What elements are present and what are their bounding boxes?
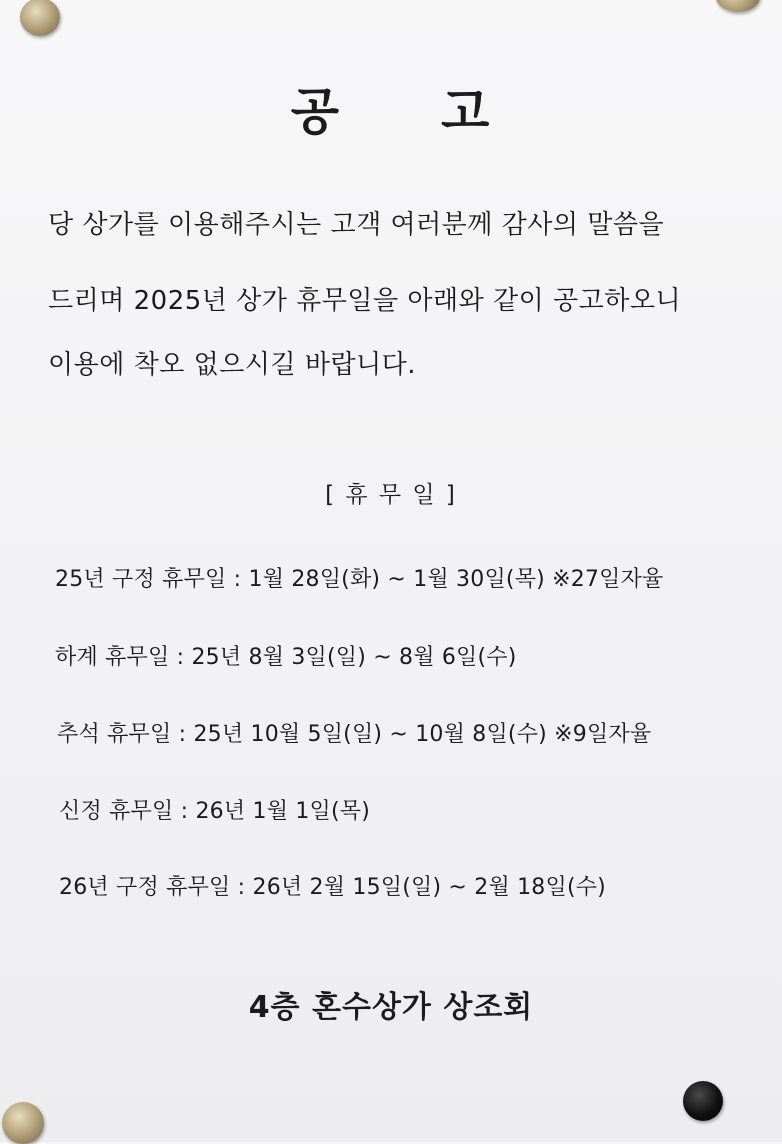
intro-line-3: 이용에 착오 없으시길 바랍니다. (48, 350, 417, 380)
title-char-2: 고 (441, 83, 492, 141)
notice-title (0, 72, 782, 144)
thumbtack-bottom-left (2, 1102, 44, 1144)
holiday-new-year: 신정 휴무일 : 26년 1월 1일(목) (59, 799, 371, 824)
title-char-1: 공 (290, 83, 341, 141)
thumbtack-top-left (20, 0, 60, 36)
thumbtack-bottom-right (683, 1081, 723, 1121)
holiday-chuseok: 추석 휴무일 : 25년 10월 5일(일) ~ 10월 8일(수) ※9일자율 (57, 722, 652, 747)
intro-line-2: 드리며 2025년 상가 휴무일을 아래와 같이 공고하오니 (48, 286, 682, 316)
holiday-section-header: [ 휴 무 일 ] (325, 482, 457, 508)
issuer-signature: 4층 혼수상가 상조회 (248, 990, 534, 1025)
holiday-summer: 하계 휴무일 : 25년 8월 3일(일) ~ 8월 6일(수) (55, 645, 517, 670)
holiday-lunar-new-year-2026: 26년 구정 휴무일 : 26년 2월 15일(일) ~ 2월 18일(수) (59, 875, 606, 900)
holiday-lunar-new-year-2025: 25년 구정 휴무일 : 1월 28일(화) ~ 1월 30일(목) ※27일자율 (55, 567, 664, 592)
thumbtack-top-right (716, 0, 760, 12)
intro-line-1: 당 상가를 이용해주시는 고객 여러분께 감사의 말씀을 (48, 210, 665, 240)
